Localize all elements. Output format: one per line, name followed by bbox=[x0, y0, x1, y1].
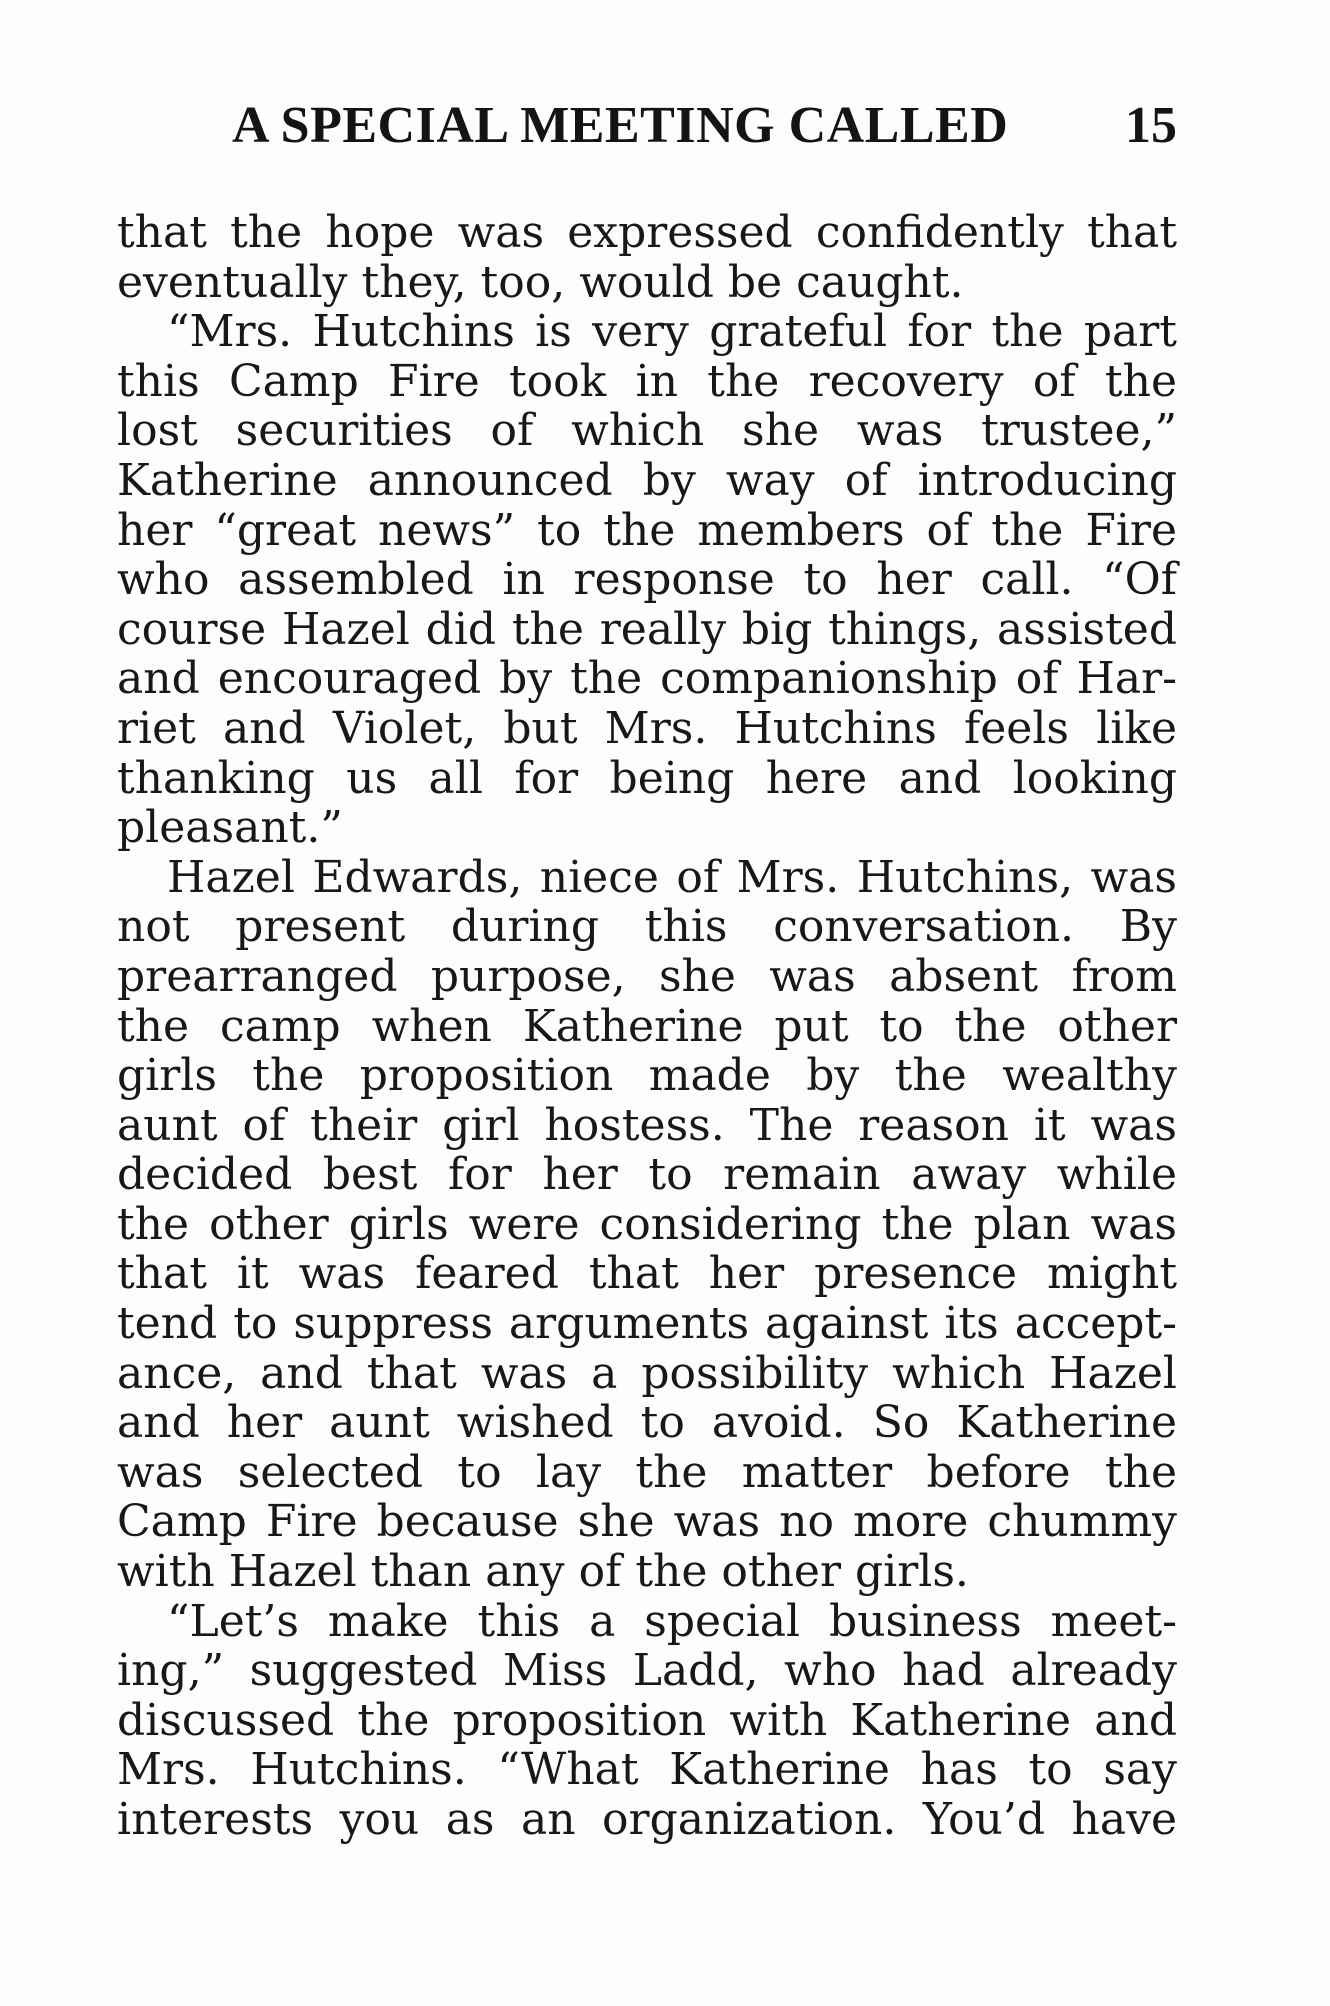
text-line: her “great news” to the members of the Fire bbox=[117, 504, 1177, 556]
text-line: lost securities of which she was trustee,” bbox=[117, 405, 1177, 457]
text-line: this Camp Fire took in the recovery of the bbox=[117, 355, 1177, 407]
text-line: Mrs. Hutchins. “What Katherine has to say bbox=[117, 1744, 1177, 1796]
text-line: the other girls were considering the plan was bbox=[117, 1198, 1177, 1250]
text-line: tend to suppress arguments against its accept- bbox=[117, 1298, 1177, 1350]
text-line: and encouraged by the companionship of Har- bbox=[117, 653, 1177, 705]
body-text bbox=[117, 208, 1177, 1845]
running-head bbox=[117, 96, 1177, 156]
text-line: “Mrs. Hutchins is very grateful for the part bbox=[167, 306, 1177, 358]
paragraph-3 bbox=[117, 853, 1177, 1597]
text-line: Hazel Edwards, niece of Mrs. Hutchins, was bbox=[167, 851, 1177, 903]
text-line: discussed the proposition with Katherine and bbox=[117, 1694, 1177, 1746]
text-line: ance, and that was a possibility which Hazel bbox=[117, 1347, 1177, 1399]
paragraph-1 bbox=[117, 208, 1177, 307]
chapter-title: A SPECIAL MEETING CALLED bbox=[232, 97, 1009, 154]
paragraph-2 bbox=[117, 307, 1177, 853]
page-number: 15 bbox=[1125, 97, 1177, 154]
text-line: decided best for her to remain away while bbox=[117, 1149, 1177, 1201]
text-line: ing,” suggested Miss Ladd, who had already bbox=[117, 1645, 1177, 1697]
text-line: thanking us all for being here and looking bbox=[117, 752, 1177, 804]
text-line: girls the proposition made by the wealthy bbox=[117, 1050, 1177, 1102]
text-line: not present during this conversation. By bbox=[117, 901, 1177, 953]
text-line: aunt of their girl hostess. The reason it was bbox=[117, 1099, 1177, 1151]
text-line: interests you as an organization. You’d have bbox=[117, 1794, 1177, 1845]
text-line: with Hazel than any of the other girls. bbox=[117, 1546, 969, 1598]
text-line: riet and Violet, but Mrs. Hutchins feels like bbox=[117, 702, 1177, 754]
text-line: “Let’s make this a special business meet- bbox=[167, 1595, 1177, 1647]
text-line: that it was feared that her presence might bbox=[117, 1248, 1177, 1300]
text-line: was selected to lay the matter before the bbox=[117, 1446, 1177, 1498]
paragraph-4 bbox=[117, 1597, 1177, 1845]
text-line: who assembled in response to her call. “Of bbox=[117, 554, 1177, 606]
text-line: prearranged purpose, she was absent from bbox=[117, 950, 1177, 1002]
text-line: pleasant.” bbox=[117, 802, 343, 854]
text-line: Camp Fire because she was no more chummy bbox=[117, 1496, 1177, 1548]
text-line: Katherine announced by way of introducing bbox=[117, 454, 1177, 506]
text-line: the camp when Katherine put to the other bbox=[117, 1000, 1177, 1052]
text-line: and her aunt wished to avoid. So Katherine bbox=[117, 1397, 1177, 1449]
text-line: course Hazel did the really big things, assisted bbox=[117, 603, 1177, 655]
text-line: eventually they, too, would be caught. bbox=[117, 256, 964, 308]
text-line: that the hope was expressed confidently that bbox=[117, 207, 1177, 258]
